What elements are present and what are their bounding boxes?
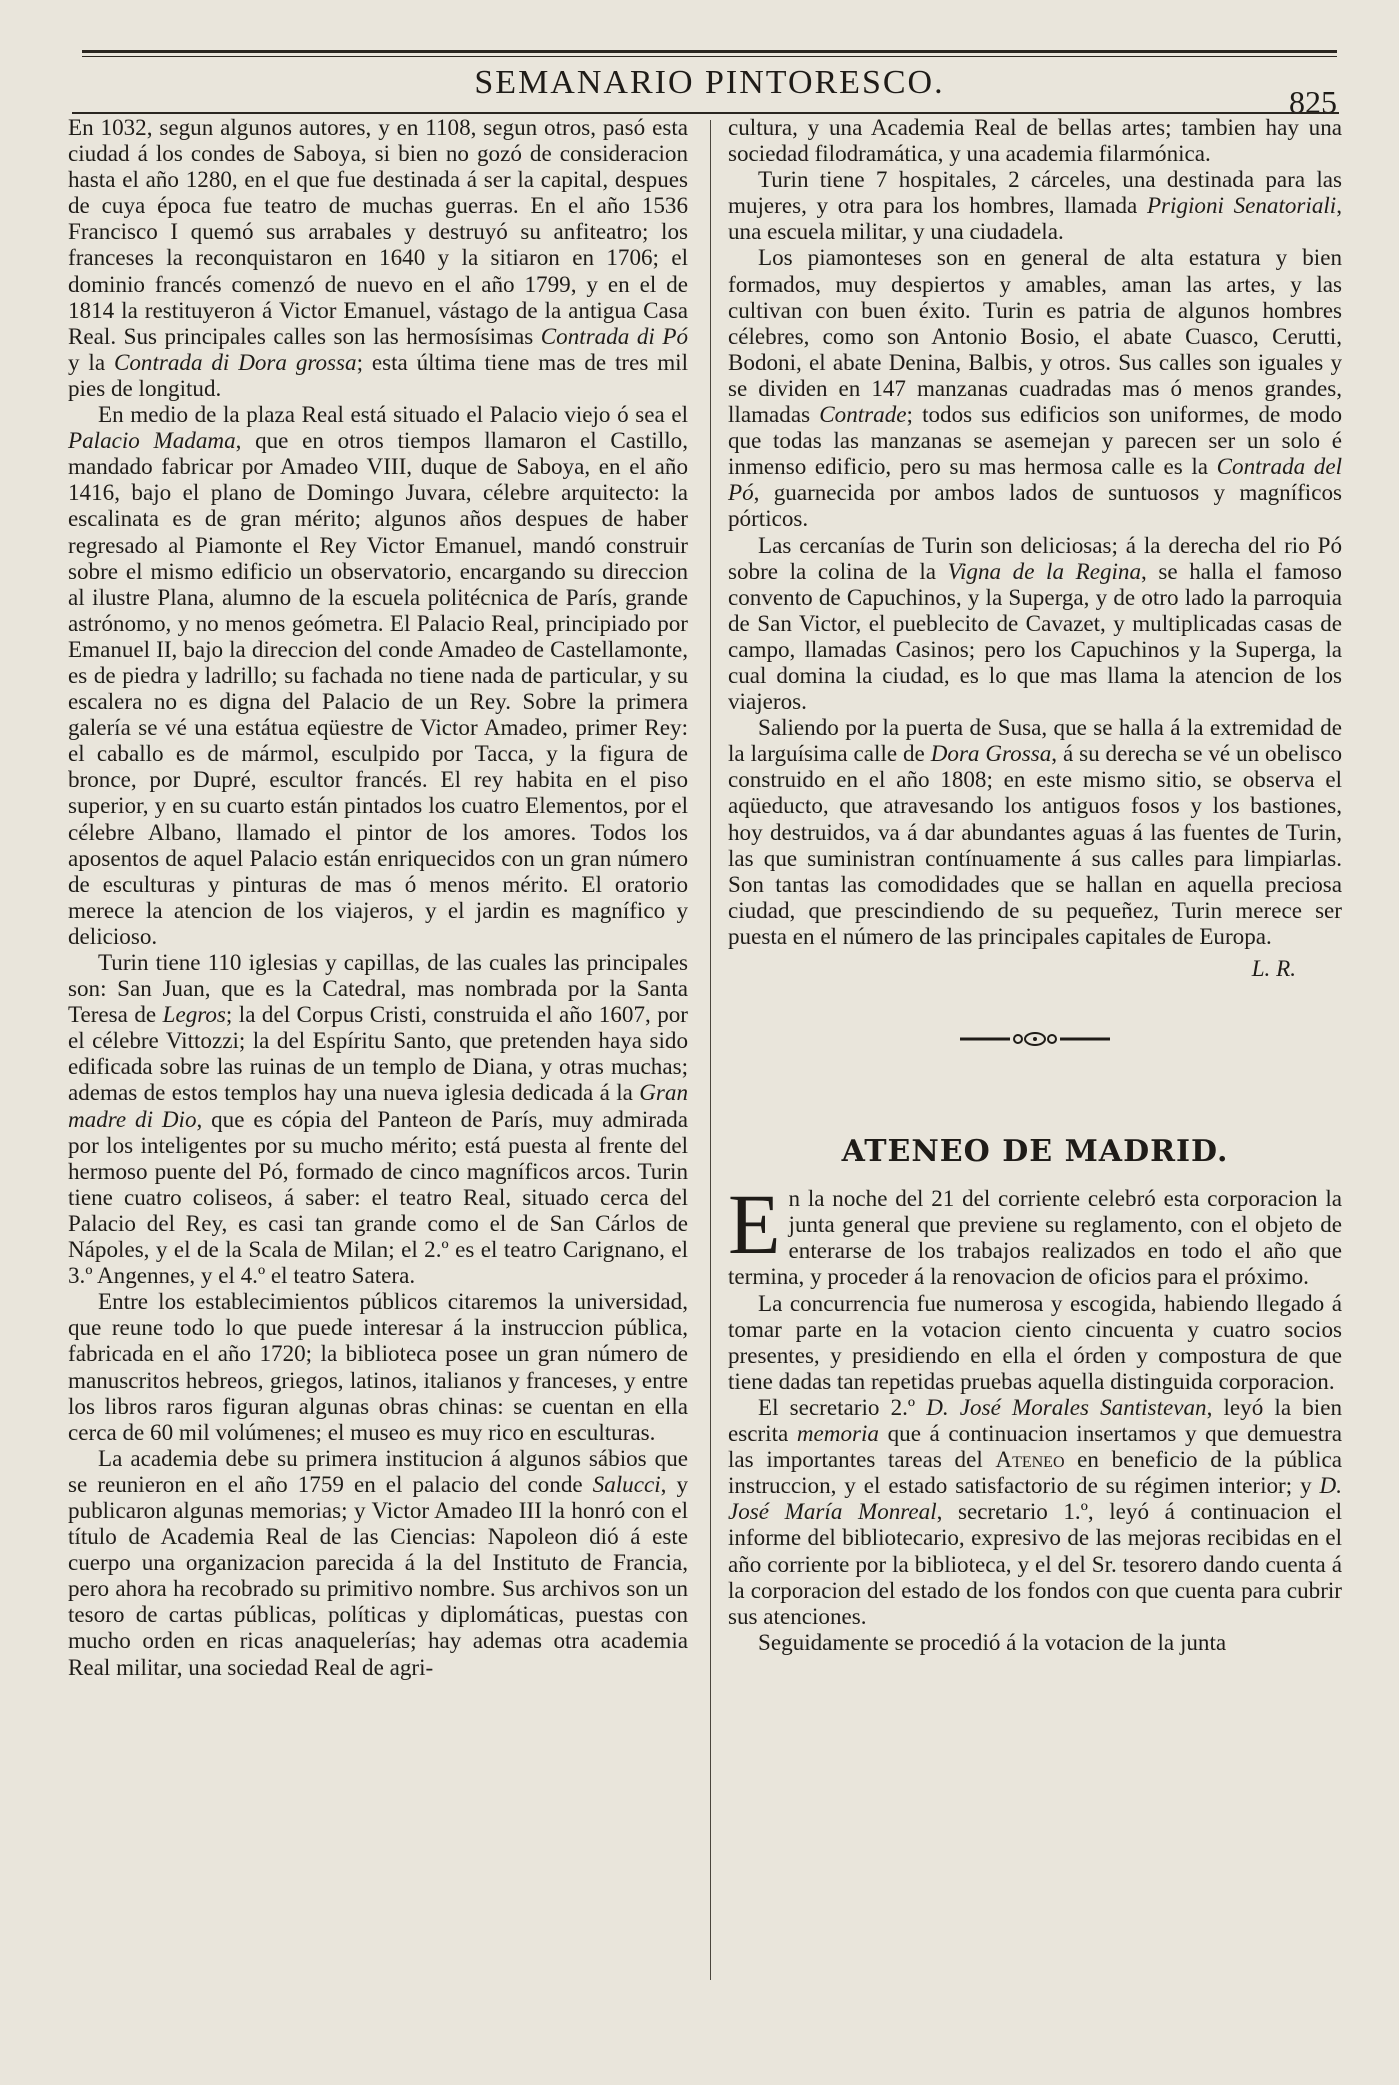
paragraph: En la noche del 21 del corriente celebró esta corporacion la junta general que previene su reglamento, con el objeto de enterarse de los trabajos realizados en todo el año que termina, y proceder á la renovacion de oficios para el próximo. — [728, 1176, 1342, 1290]
paragraph: Los piamonteses son en general de alta estatura y bien formados, muy despiertos y amables, aman las artes, y las cultivan con buen éxito. Turin es patria de algunos hombres célebres, como son Antonio Bosio, el abate Cuasco, Cerutti, Bodoni, el abate Denina, Balbis, y otros. Sus calles son iguales y se dividen en 147 manzanas cuadradas mas ó menos grandes, llamadas Contrade; todos sus edificios son uniformes, de modo que todas las manzanas se asemejan y parecen ser un solo é inmenso edificio, pero su mas hermosa calle es la Contrada del Pó, guarnecida por ambos lados de suntuosos y magníficos pórticos. — [728, 244, 1343, 532]
paragraph: Seguidamente se procedió á la votacion de la junta — [758, 1628, 1227, 1655]
paragraph: La concurrencia fue numerosa y escogida, habiendo llegado á tomar parte en la votacion ciento cincuenta y cuatro socios presentes, y presidiendo en ella el órden y compostura de que tiene dadas tan repetidas pruebas aquella distinguida corporacion. — [728, 1289, 1342, 1394]
paragraph: cultura, y una Academia Real de bellas artes; tambien hay una sociedad filodramática, y una academia filarmónica. — [728, 114, 1342, 167]
top-rule — [82, 50, 1337, 53]
top-rule-thin — [82, 56, 1337, 57]
paragraph: El secretario 2.º D. José Morales Santistevan, leyó la bien escrita memoria que á continuacion insertamos y que demuestra las importantes tareas del Ateneo en beneficio de la pública instruccion, y el estado satisfactorio de su régimen interior; y D. José María Monreal, secretario 1.º, leyó á continuacion el informe del bibliotecario, expresivo de las mejoras recibidas en el año corriente por la biblioteca, y el del Sr. tesorero dando cuenta á la corporacion del estado de los fondos con que cuenta para cubrir sus atenciones. — [728, 1393, 1343, 1629]
paragraph: En medio de la plaza Real está situado el Palacio viejo ó sea el Palacio Madama, que en otros tiempos llamaron el Castillo, mandado fabricar por Amadeo VIII, duque de Saboya, en el año 1416, bajo el plano de Domingo Juvara, célebre arquitecto: la escalinata es de gran mérito; algunos años despues de haber regresado al Piamonte el Rey Victor Emanuel, mandó construir sobre el mismo edificio un observatorio, encargando su direccion al ilustre Plana, alumno de la escuela politécnica de París, grande astrónomo, y no menos geómetra. El Palacio Real, principiado por Emanuel II, bajo la direccion del conde Amadeo de Castellamonte, es de piedra y ladrillo; su fachada no tiene nada de particular, y su escalera no es digna del Palacio de un Rey. Sobre la primera galería se vé una estátua eqüestre de Victor Amadeo, primer Rey: el caballo es de mármol, esculpido por Tacca, y la figura de bronce, por Dupré, escultor francés. El rey habita en el piso superior, y en su cuarto están pintados los cuatro Elementos, por el célebre Albano, llamado el pintor de los amores. Todos los aposentos de aquel Palacio están enriquecidos con un gran número de esculturas y pinturas de mas ó menos mérito. El oratorio merece la atencion de los viajeros, y el jardin es magnífico y delicioso. — [68, 401, 688, 949]
drop-cap: E — [728, 1176, 781, 1273]
paragraph: Saliendo por la puerta de Susa, que se halla á la extremidad de la larguísima calle de Dora Grossa, á su derecha se vé un obelisco construido en el año 1808; en este mismo sitio, se observa el aqüeducto, que atravesando los antiguos fosos y los bastiones, hoy destruidos, va á dar abundantes aguas á las fuentes de Turin, las que suministran contínuamente á sus calles para limpiarlas. Son tantas las comodidades que se hallan en aquella preciosa ciudad, que prescindiendo de su pequeñez, Turin merece ser puesta en el número de las principales capitales de Europa. — [728, 714, 1342, 949]
paragraph: Las cercanías de Turin son deliciosas; á la derecha del rio Pó sobre la colina de la Vigna de la Regina, se halla el famoso convento de Capuchinos, y la Superga, y de otro lado la parroquia de San Victor, el pueblecito de Cavazet, y multiplicadas casas de campo, llamadas Casinos; pero los Capuchinos y la Superga, la cual domina la ciudad, es lo que mas llama la atencion de los viajeros. — [728, 531, 1342, 715]
running-title: SEMANARIO PINTORESCO. — [474, 64, 945, 101]
paragraph: Entre los establecimientos públicos citaremos la universidad, que reune todo lo que puede interesar á la instruccion pública, fabricada en el año 1720; la biblioteca posee un gran número de manuscritos hebreos, griegos, latinos, italianos y franceses, y entre los libros raros figuran algunas obras chinas: se cuentan en ella cerca de 60 mil volúmenes; el museo es muy rico en esculturas. — [68, 1288, 688, 1445]
paragraph: Turin tiene 110 iglesias y capillas, de las cuales las principales son: San Juan, que es la Catedral, mas nombrada por la Santa Teresa de Legros; la del Corpus Cristi, construida el año 1607, por el célebre Vittozzi; la del Espíritu Santo, que pretenden haya sido edificada sobre las ruinas de un templo de Diana, y otras muchas; ademas de estos templos hay una nueva iglesia dedicada á la Gran madre di Dio, que es cópia del Panteon de París, muy admirada por los inteligentes por su mucho mérito; está puesta al frente del hermoso puente del Pó, formado de cinco magníficos arcos. Turin tiene cuatro coliseos, á saber: el teatro Real, situado cerca del Palacio del Rey, es casi tan grande como el de San Cárlos de Nápoles, y el de la Scala de Milan; el 2.º es el teatro Carignano, el 3.º Angennes, y el 4.º el teatro Satera. — [68, 949, 688, 1289]
author-signature: L. R. — [1251, 955, 1296, 981]
paragraph: Turin tiene 7 hospitales, 2 cárceles, una destinada para las mujeres, y otra para los hombres, llamada Prigioni Senatoriali, una escuela militar, y una ciudadela. — [728, 166, 1343, 245]
paragraph: La academia debe su primera institucion á algunos sábios que se reunieron en el año 1759 en el palacio del conde Salucci, y publicaron algunas memorias; y Victor Amadeo III la honró con el título de Academia Real de las Ciencias: Napoleon dió á este cuerpo una organizacion parecida á la del Instituto de Francia, pero ahora ha recobrado su primitivo nombre. Sus archivos son un tesoro de cartas públicas, políticas y diplomáticas, puestas con mucho orden en ricas anaquelerías; hay ademas otra academia Real militar, una sociedad Real de agri- — [68, 1444, 689, 1680]
page-number: 825 — [1289, 84, 1337, 120]
section-title: ATENEO DE MADRID. — [841, 1134, 1229, 1170]
decorative-divider-icon — [728, 1029, 1342, 1049]
column-divider — [710, 120, 711, 1980]
right-column — [728, 114, 1342, 1655]
paragraph: En 1032, segun algunos autores, y en 1108, segun otros, pasó esta ciudad á los condes de Saboya, si bien no gozó de consideracion hasta el año 1280, en el que fue destinada á ser la capital, despues de cuya época fue teatro de muchas guerras. En el año 1536 Francisco I quemó sus arrabales y destruyó su anfiteatro; los franceses la reconquistaron en 1640 y la sitiaron en 1706; el dominio francés comenzó de nuevo en el año 1799, y en el de 1814 la restituyeron á Victor Emanuel, vástago de la antigua Casa Real. Sus principales calles son las hermosísimas Contrada di Pó y la Contrada di Dora grossa; esta última tiene mas de tres mil pies de longitud. — [68, 114, 689, 401]
left-column — [68, 114, 688, 1680]
